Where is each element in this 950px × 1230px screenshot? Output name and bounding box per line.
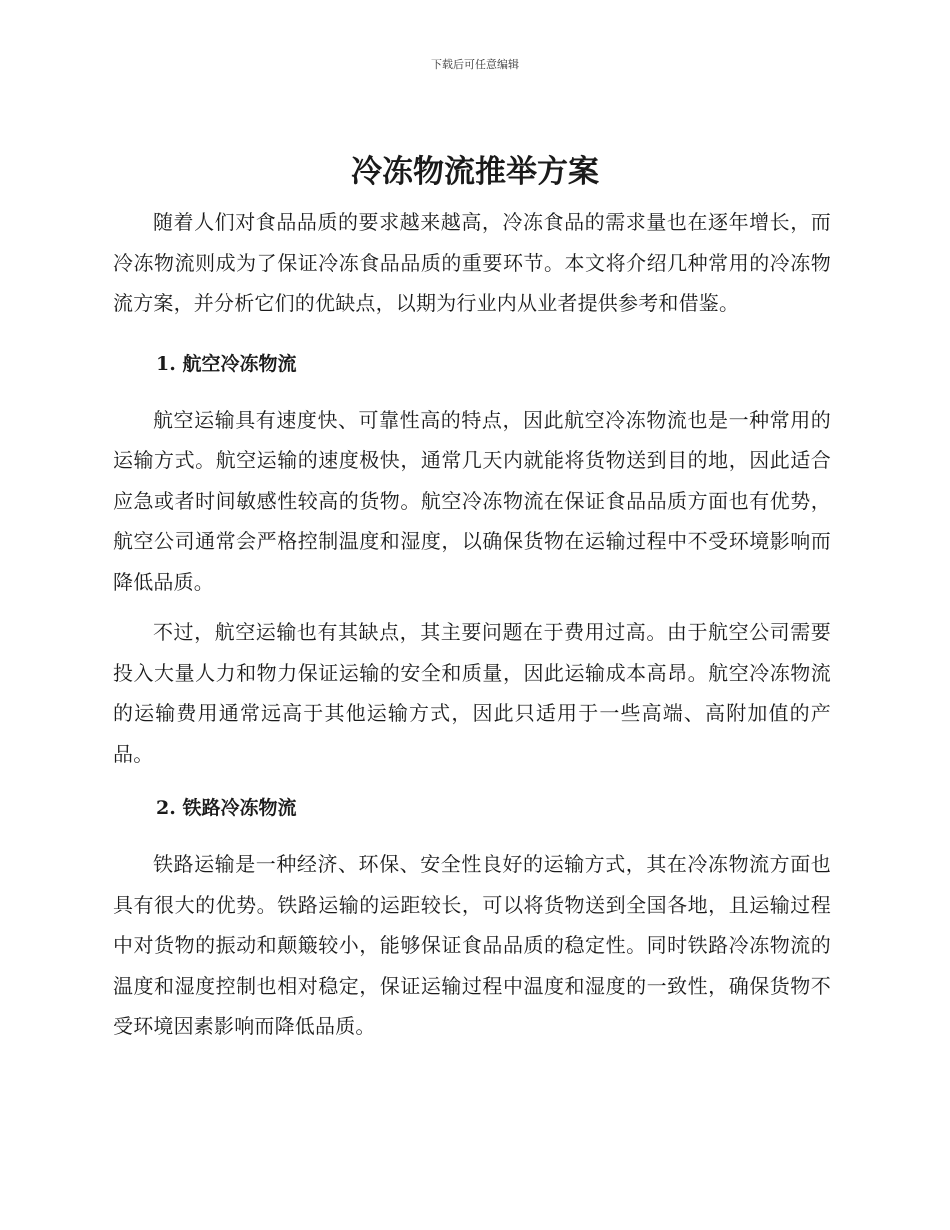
- section-heading-rail: 2. 铁路冷冻物流: [156, 797, 297, 819]
- section-heading-air: 1. 航空冷冻物流: [156, 352, 297, 375]
- rail-paragraph-1: 铁路运输是一种经济、环保、安全性良好的运输方式，其在冷冻物流方面也具有很大的优势。铁路运输的运距较长，可以将货物送到全国各地，且运输过程中对货物的振动和颠簸较小，能够保证食品品质的稳定性。同时铁路冷冻物流的温度和湿度控制也相对稳定，保证运输过程中温度和湿度的一致性，确保货物不受环境因素影响而降低品质。: [113, 852, 831, 1038]
- air-paragraph-2: 不过，航空运输也有其缺点，其主要问题在于费用过高。由于航空公司需要投入大量人力和物力保证运输的安全和质量，因此运输成本高昂。航空冷冻物流的运输费用通常远高于其他运输方式，因此只适用于一些高端、高附加值的产品。: [113, 620, 831, 766]
- document-title: 冷冻物流推举方案: [351, 154, 599, 190]
- document-body: [113, 202, 831, 1047]
- header-note: 下载后可任意编辑: [431, 58, 519, 71]
- intro-paragraph: 随着人们对食品品质的要求越来越高，冷冻食品的需求量也在逐年增长，而冷冻物流则成为了保证冷冻食品品质的重要环节。本文将介绍几种常用的冷冻物流方案，并分析它们的优缺点，以期为行业内从业者提供参考和借鉴。: [113, 210, 831, 315]
- air-paragraph-1: 航空运输具有速度快、可靠性高的特点，因此航空冷冻物流也是一种常用的运输方式。航空运输的速度极快，通常几天内就能将货物送到目的地，因此适合应急或者时间敏感性较高的货物。航空冷冻物流在保证食品品质方面也有优势，航空公司通常会严格控制温度和湿度，以确保货物在运输过程中不受环境影响而降低品质。: [113, 407, 831, 594]
